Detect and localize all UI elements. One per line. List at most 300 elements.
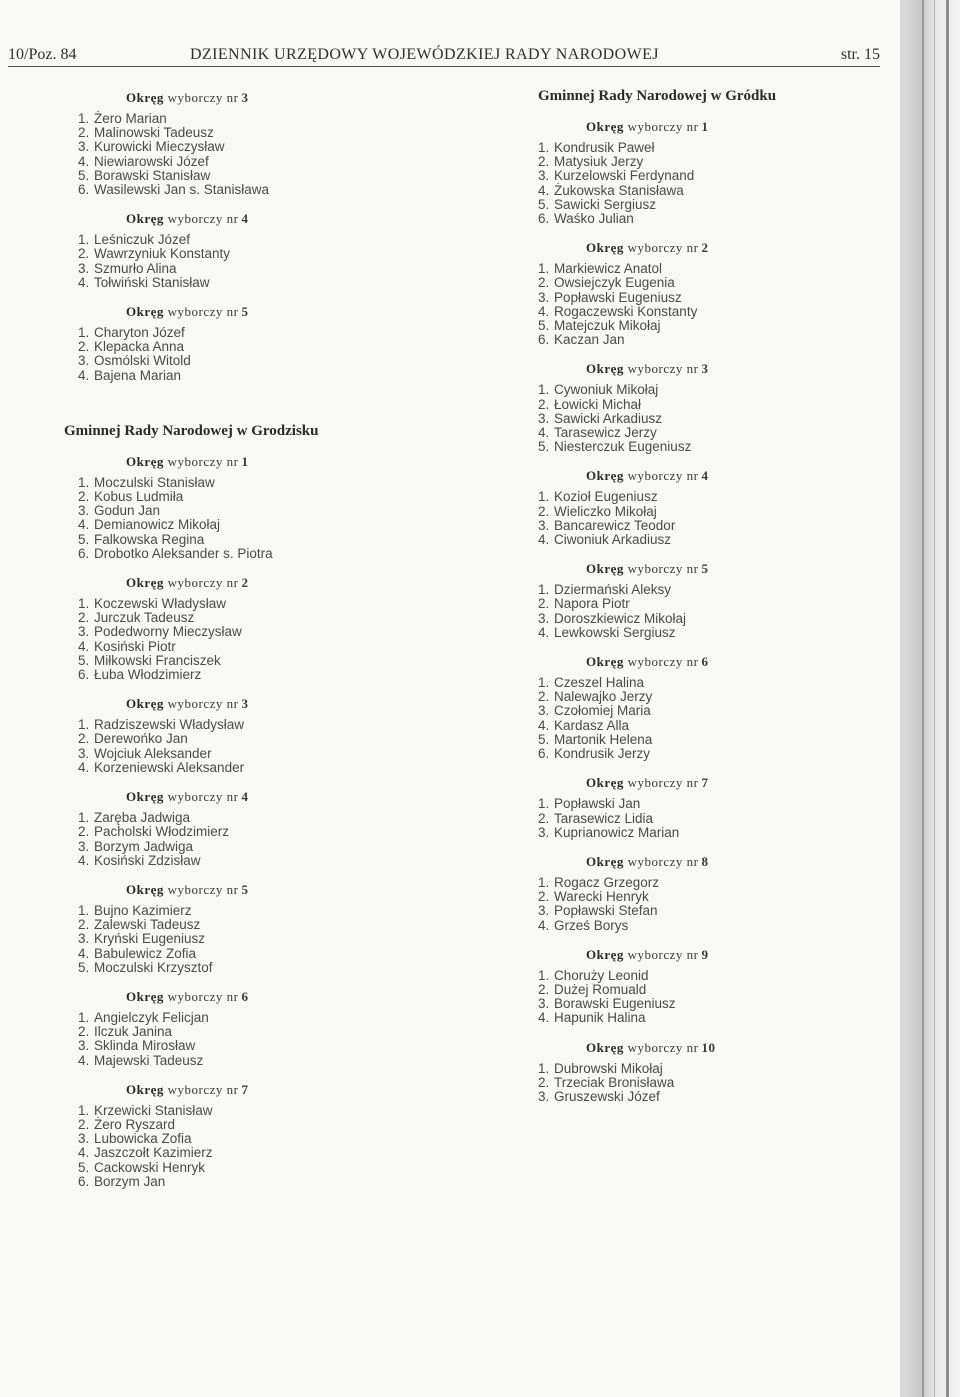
district-number: 3 xyxy=(241,696,249,712)
candidate-number: 4. xyxy=(538,917,550,933)
district-block xyxy=(78,1082,408,1189)
candidate-item xyxy=(538,169,868,183)
candidate-number: 2. xyxy=(78,731,90,747)
candidate-number: 3. xyxy=(78,624,90,640)
district-block xyxy=(78,454,408,561)
candidate-number: 4. xyxy=(78,852,90,868)
left-column xyxy=(64,90,408,1203)
candidate-list xyxy=(538,262,868,347)
candidate-number: 2. xyxy=(538,689,550,705)
district-label: Okręg xyxy=(586,775,624,791)
candidate-name: Łuba Włodzimierz xyxy=(94,667,202,683)
candidate-name: Sklinda Mirosław xyxy=(94,1038,196,1054)
candidate-name: Cywoniuk Mikołaj xyxy=(554,382,659,398)
candidate-item xyxy=(538,155,868,169)
candidate-item xyxy=(538,198,868,212)
candidate-number: 3. xyxy=(78,931,90,947)
candidate-item xyxy=(538,919,868,933)
candidate-name: Popławski Jan xyxy=(554,796,641,812)
candidate-number: 6. xyxy=(538,746,550,762)
candidate-name: Angielczyk Felicjan xyxy=(94,1009,209,1025)
candidate-item xyxy=(538,519,868,533)
candidate-number: 2. xyxy=(538,396,550,412)
candidate-item xyxy=(78,247,408,261)
candidate-number: 3. xyxy=(538,289,550,305)
candidate-list xyxy=(538,1062,868,1105)
candidate-name: Bujno Kazimierz xyxy=(94,902,192,918)
district-word: wyborczy nr xyxy=(627,361,699,377)
candidate-name: Majewski Tadeusz xyxy=(94,1052,204,1068)
district-number: 1 xyxy=(241,453,249,469)
candidate-number: 4. xyxy=(78,1052,90,1068)
candidate-item xyxy=(538,997,868,1011)
candidate-item xyxy=(78,155,408,169)
candidate-name: Dużej Romuald xyxy=(554,981,647,997)
candidate-list xyxy=(538,797,868,840)
candidate-number: 2. xyxy=(78,610,90,626)
candidate-name: Pacholski Włodzimierz xyxy=(94,824,230,840)
candidate-item xyxy=(538,319,868,333)
candidate-number: 3. xyxy=(78,353,90,369)
candidate-item xyxy=(538,262,868,276)
candidate-item xyxy=(538,704,868,718)
candidate-name: Kurzelowski Ferdynand xyxy=(554,168,695,184)
candidate-item xyxy=(78,840,408,854)
candidate-name: Kondrusik Paweł xyxy=(554,140,655,155)
candidate-number: 5. xyxy=(78,959,90,975)
candidate-number: 3. xyxy=(538,996,550,1012)
candidate-name: Koczewski Władysław xyxy=(94,596,227,612)
district-label: Okręg xyxy=(126,304,164,320)
candidate-name: Sawicki Sergiusz xyxy=(554,196,657,212)
candidate-item xyxy=(78,262,408,276)
candidate-item xyxy=(78,112,408,126)
district-label: Okręg xyxy=(126,90,164,105)
candidate-item xyxy=(78,668,408,682)
candidate-item xyxy=(78,747,408,761)
district-number: 5 xyxy=(241,304,249,320)
district-block xyxy=(538,561,868,640)
district-label: Okręg xyxy=(126,1081,164,1097)
candidate-item xyxy=(78,961,408,975)
candidate-number: 3. xyxy=(78,838,90,854)
district-block xyxy=(538,119,868,226)
district-word: wyborczy nr xyxy=(627,468,699,484)
candidate-item xyxy=(78,718,408,732)
district-word: wyborczy nr xyxy=(627,654,699,670)
candidate-item xyxy=(78,825,408,839)
candidate-name: Sawicki Arkadiusz xyxy=(554,410,663,426)
candidate-name: Łowicki Michał xyxy=(554,396,642,412)
journal-title: DZIENNIK URZĘDOWY WOJEWÓDZKIEJ RADY NARODOWEJ xyxy=(190,46,659,63)
candidate-name: Klepacka Anna xyxy=(94,339,185,355)
district-heading xyxy=(126,575,408,591)
candidate-number: 4. xyxy=(538,303,550,319)
district-label: Okręg xyxy=(586,240,624,256)
candidate-name: Lewkowski Sergiusz xyxy=(554,624,676,640)
district-heading xyxy=(586,775,868,791)
candidate-number: 2. xyxy=(78,489,90,505)
candidate-item xyxy=(538,1076,868,1090)
district-heading xyxy=(586,361,868,377)
candidate-item xyxy=(538,440,868,454)
candidate-number: 6. xyxy=(78,545,90,561)
candidate-item xyxy=(78,1039,408,1053)
district-label: Okręg xyxy=(126,575,164,591)
candidate-number: 2. xyxy=(538,810,550,826)
candidate-number: 3. xyxy=(538,168,550,184)
candidate-number: 3. xyxy=(538,703,550,719)
candidate-item xyxy=(538,612,868,626)
district-block xyxy=(78,882,408,975)
candidate-list xyxy=(538,490,868,547)
candidate-item xyxy=(78,1011,408,1025)
candidate-name: Popławski Stefan xyxy=(554,903,658,919)
district-word: wyborczy nr xyxy=(167,211,239,227)
district-word: wyborczy nr xyxy=(167,988,239,1004)
district-number: 10 xyxy=(701,1039,716,1055)
candidate-name: Kurowicki Mieczysław xyxy=(94,139,225,155)
district-label: Okręg xyxy=(586,1039,624,1055)
district-heading xyxy=(126,454,408,470)
candidate-item xyxy=(538,797,868,811)
candidate-item xyxy=(78,654,408,668)
candidate-name: Choruży Leonid xyxy=(554,967,649,983)
district-number: 4 xyxy=(701,468,709,484)
district-block xyxy=(538,654,868,761)
candidate-name: Kobus Ludmiła xyxy=(94,489,184,505)
candidate-name: Dubrowski Mikołaj xyxy=(554,1060,663,1076)
candidate-number: 5. xyxy=(78,652,90,668)
candidate-name: Zaręba Jadwiga xyxy=(94,810,191,826)
district-block xyxy=(538,947,868,1026)
page-edge xyxy=(900,0,960,1397)
candidate-name: Popławski Eugeniusz xyxy=(554,289,682,305)
candidate-number: 4. xyxy=(538,1010,550,1026)
district-word: wyborczy nr xyxy=(167,90,239,105)
candidate-item xyxy=(538,1090,868,1104)
candidate-number: 5. xyxy=(538,439,550,455)
district-word: wyborczy nr xyxy=(627,946,699,962)
candidate-item xyxy=(538,490,868,504)
candidate-number: 2. xyxy=(78,246,90,262)
candidate-number: 4. xyxy=(538,717,550,733)
candidate-item xyxy=(538,812,868,826)
candidate-item xyxy=(78,490,408,504)
district-label: Okręg xyxy=(126,453,164,469)
candidate-number: 4. xyxy=(78,274,90,290)
candidate-name: Charyton Józef xyxy=(94,325,185,341)
candidate-list xyxy=(78,326,408,383)
candidate-list xyxy=(538,141,868,226)
candidate-item xyxy=(538,876,868,890)
candidate-name: Niewiarowski Józef xyxy=(94,153,209,169)
candidate-name: Nalewajko Jerzy xyxy=(554,689,653,705)
candidate-list xyxy=(78,233,408,290)
candidate-number: 1. xyxy=(538,1060,550,1076)
candidate-number: 1. xyxy=(538,382,550,398)
candidate-number: 3. xyxy=(538,610,550,626)
candidate-item xyxy=(78,1054,408,1068)
candidate-name: Bancarewicz Teodor xyxy=(554,517,676,533)
candidate-item xyxy=(538,412,868,426)
candidate-item xyxy=(78,904,408,918)
candidate-list xyxy=(538,383,868,454)
candidate-name: Krzewicki Stanisław xyxy=(94,1102,213,1118)
candidate-number: 6. xyxy=(538,332,550,348)
candidate-number: 4. xyxy=(78,945,90,961)
candidate-name: Matysiuk Jerzy xyxy=(554,154,644,170)
candidate-name: Żero Marian xyxy=(94,111,167,126)
candidate-item xyxy=(78,369,408,383)
candidate-number: 2. xyxy=(538,596,550,612)
district-number: 3 xyxy=(701,361,709,377)
district-label: Okręg xyxy=(586,119,624,134)
candidate-item xyxy=(538,1062,868,1076)
candidate-name: Korzeniewski Aleksander xyxy=(94,759,245,775)
district-word: wyborczy nr xyxy=(627,240,699,256)
candidate-item xyxy=(78,597,408,611)
candidate-item xyxy=(78,854,408,868)
candidate-list xyxy=(538,876,868,933)
candidate-name: Derewońko Jan xyxy=(94,731,188,747)
candidate-name: Borzym Jadwiga xyxy=(94,838,194,854)
candidate-number: 2. xyxy=(78,339,90,355)
district-label: Okręg xyxy=(586,654,624,670)
candidate-number: 1. xyxy=(538,489,550,505)
district-block xyxy=(78,304,408,383)
district-heading xyxy=(586,468,868,484)
candidate-item xyxy=(538,291,868,305)
candidate-item xyxy=(78,947,408,961)
candidate-number: 4. xyxy=(538,425,550,441)
candidate-number: 3. xyxy=(78,1131,90,1147)
district-heading xyxy=(126,90,408,106)
candidate-name: Podedworny Mieczysław xyxy=(94,624,242,640)
candidate-number: 1. xyxy=(78,1102,90,1118)
candidate-name: Szmurło Alina xyxy=(94,260,177,276)
candidate-number: 2. xyxy=(538,275,550,291)
district-heading xyxy=(586,654,868,670)
candidate-number: 5. xyxy=(538,731,550,747)
district-label: Okręg xyxy=(126,988,164,1004)
district-label: Okręg xyxy=(126,789,164,805)
candidate-name: Kardasz Alla xyxy=(554,717,630,733)
district-block xyxy=(78,789,408,868)
candidate-item xyxy=(538,276,868,290)
candidate-name: Hapunik Halina xyxy=(554,1010,646,1026)
candidate-name: Kondrusik Jerzy xyxy=(554,746,651,762)
candidate-item xyxy=(78,1025,408,1039)
candidate-number: 1. xyxy=(538,967,550,983)
candidate-number: 4. xyxy=(78,638,90,654)
candidate-number: 2. xyxy=(78,917,90,933)
candidate-number: 1. xyxy=(78,232,90,248)
candidate-number: 6. xyxy=(538,211,550,227)
page-header xyxy=(8,44,880,66)
candidate-name: Zalewski Tadeusz xyxy=(94,917,201,933)
candidate-number: 3. xyxy=(78,139,90,155)
candidate-number: 1. xyxy=(78,325,90,341)
district-heading xyxy=(586,1040,868,1056)
candidate-name: Żukowska Stanisława xyxy=(554,182,684,198)
district-heading xyxy=(126,989,408,1005)
candidate-number: 1. xyxy=(538,140,550,155)
district-label: Okręg xyxy=(586,946,624,962)
district-number: 4 xyxy=(241,789,249,805)
candidate-item xyxy=(78,932,408,946)
district-label: Okręg xyxy=(126,211,164,227)
candidate-number: 1. xyxy=(538,675,550,691)
candidate-number: 3. xyxy=(538,1088,550,1104)
candidate-name: Trzeciak Bronisława xyxy=(554,1074,675,1090)
candidate-number: 3. xyxy=(538,410,550,426)
candidate-name: Wasilewski Jan s. Stanisława xyxy=(94,182,270,198)
candidate-item xyxy=(538,305,868,319)
candidate-list xyxy=(78,1011,408,1068)
candidate-list xyxy=(78,597,408,682)
district-heading xyxy=(126,696,408,712)
district-label: Okręg xyxy=(126,881,164,897)
candidate-item xyxy=(78,811,408,825)
district-number: 1 xyxy=(701,119,709,134)
candidate-name: Matejczuk Mikołaj xyxy=(554,318,661,334)
candidate-item xyxy=(78,761,408,775)
candidate-name: Wojciuk Aleksander xyxy=(94,745,212,761)
candidate-item xyxy=(538,398,868,412)
right-column xyxy=(538,88,868,1118)
candidate-name: Bajena Marian xyxy=(94,367,182,383)
candidate-list xyxy=(78,811,408,868)
candidate-name: Markiewicz Anatol xyxy=(554,261,663,277)
district-word: wyborczy nr xyxy=(167,789,239,805)
candidate-list xyxy=(538,676,868,761)
candidate-item xyxy=(78,169,408,183)
candidate-item xyxy=(78,183,408,197)
district-heading xyxy=(586,854,868,870)
district-number: 6 xyxy=(701,654,709,670)
candidate-name: Cackowski Henryk xyxy=(94,1159,206,1175)
candidate-number: 3. xyxy=(78,503,90,519)
candidate-number: 2. xyxy=(538,889,550,905)
candidate-name: Babulewicz Zofia xyxy=(94,945,197,961)
candidate-number: 4. xyxy=(538,182,550,198)
district-heading xyxy=(126,211,408,227)
district-heading xyxy=(126,1082,408,1098)
district-word: wyborczy nr xyxy=(627,119,699,134)
district-heading xyxy=(126,882,408,898)
district-block xyxy=(538,775,868,840)
district-block xyxy=(78,696,408,775)
candidate-name: Martonik Helena xyxy=(554,731,653,747)
candidate-number: 1. xyxy=(538,261,550,277)
candidate-number: 2. xyxy=(78,1024,90,1040)
district-number: 5 xyxy=(701,561,709,577)
candidate-item xyxy=(78,611,408,625)
candidate-name: Jaszczołt Kazimierz xyxy=(94,1145,213,1161)
candidate-item xyxy=(78,326,408,340)
candidate-item xyxy=(78,354,408,368)
district-heading xyxy=(126,789,408,805)
candidate-number: 5. xyxy=(538,196,550,212)
page-number: str. 15 xyxy=(840,46,880,63)
candidate-number: 3. xyxy=(538,517,550,533)
candidate-number: 3. xyxy=(78,745,90,761)
candidate-name: Owsiejczyk Eugenia xyxy=(554,275,675,291)
header-rule xyxy=(8,66,880,67)
candidate-number: 4. xyxy=(78,759,90,775)
candidate-number: 4. xyxy=(78,517,90,533)
district-label: Okręg xyxy=(586,361,624,377)
district-word: wyborczy nr xyxy=(627,775,699,791)
candidate-name: Dziermański Aleksy xyxy=(554,582,672,598)
district-number: 7 xyxy=(701,775,709,791)
candidate-number: 1. xyxy=(78,474,90,490)
candidate-number: 5. xyxy=(78,531,90,547)
district-number: 2 xyxy=(701,240,709,256)
candidate-name: Miłkowski Franciszek xyxy=(94,652,221,668)
district-word: wyborczy nr xyxy=(167,1081,239,1097)
candidate-item xyxy=(78,504,408,518)
candidate-name: Ilczuk Janina xyxy=(94,1024,173,1040)
candidate-item xyxy=(78,233,408,247)
candidate-item xyxy=(538,141,868,155)
candidate-name: Warecki Henryk xyxy=(554,889,649,905)
district-word: wyborczy nr xyxy=(627,1039,699,1055)
candidate-name: Kuprianowicz Marian xyxy=(554,824,680,840)
candidate-item xyxy=(78,276,408,290)
candidate-list xyxy=(78,718,408,775)
district-label: Okręg xyxy=(586,468,624,484)
candidate-name: Rogacz Grzegorz xyxy=(554,874,660,890)
candidate-list xyxy=(78,904,408,975)
candidate-item xyxy=(78,732,408,746)
candidate-number: 3. xyxy=(538,903,550,919)
candidate-number: 5. xyxy=(78,167,90,183)
candidate-name: Czołomiej Maria xyxy=(554,703,651,719)
candidate-name: Borzym Jan xyxy=(94,1173,166,1189)
candidate-number: 1. xyxy=(538,874,550,890)
candidate-item xyxy=(78,1161,408,1175)
district-word: wyborczy nr xyxy=(627,561,699,577)
district-block xyxy=(78,989,408,1068)
district-block xyxy=(78,575,408,682)
district-heading xyxy=(586,947,868,963)
candidate-name: Kosiński Zdzisław xyxy=(94,852,201,868)
candidate-item xyxy=(538,1011,868,1025)
candidate-name: Tołwiński Stanisław xyxy=(94,274,210,290)
candidate-number: 2. xyxy=(78,125,90,141)
candidate-item xyxy=(78,476,408,490)
candidate-number: 3. xyxy=(78,1038,90,1054)
candidate-name: Niesterczuk Eugeniusz xyxy=(554,439,692,455)
candidate-number: 1. xyxy=(78,902,90,918)
district-block xyxy=(538,468,868,547)
candidate-item xyxy=(538,333,868,347)
district-word: wyborczy nr xyxy=(167,575,239,591)
district-heading xyxy=(586,119,868,135)
candidate-number: 1. xyxy=(78,596,90,612)
district-number: 2 xyxy=(241,575,249,591)
candidate-item xyxy=(538,890,868,904)
candidate-list xyxy=(538,969,868,1026)
candidate-item xyxy=(538,212,868,226)
district-heading xyxy=(586,561,868,577)
candidate-item xyxy=(538,983,868,997)
district-number: 7 xyxy=(241,1081,249,1097)
candidate-number: 1. xyxy=(78,111,90,126)
district-number: 6 xyxy=(241,988,249,1004)
